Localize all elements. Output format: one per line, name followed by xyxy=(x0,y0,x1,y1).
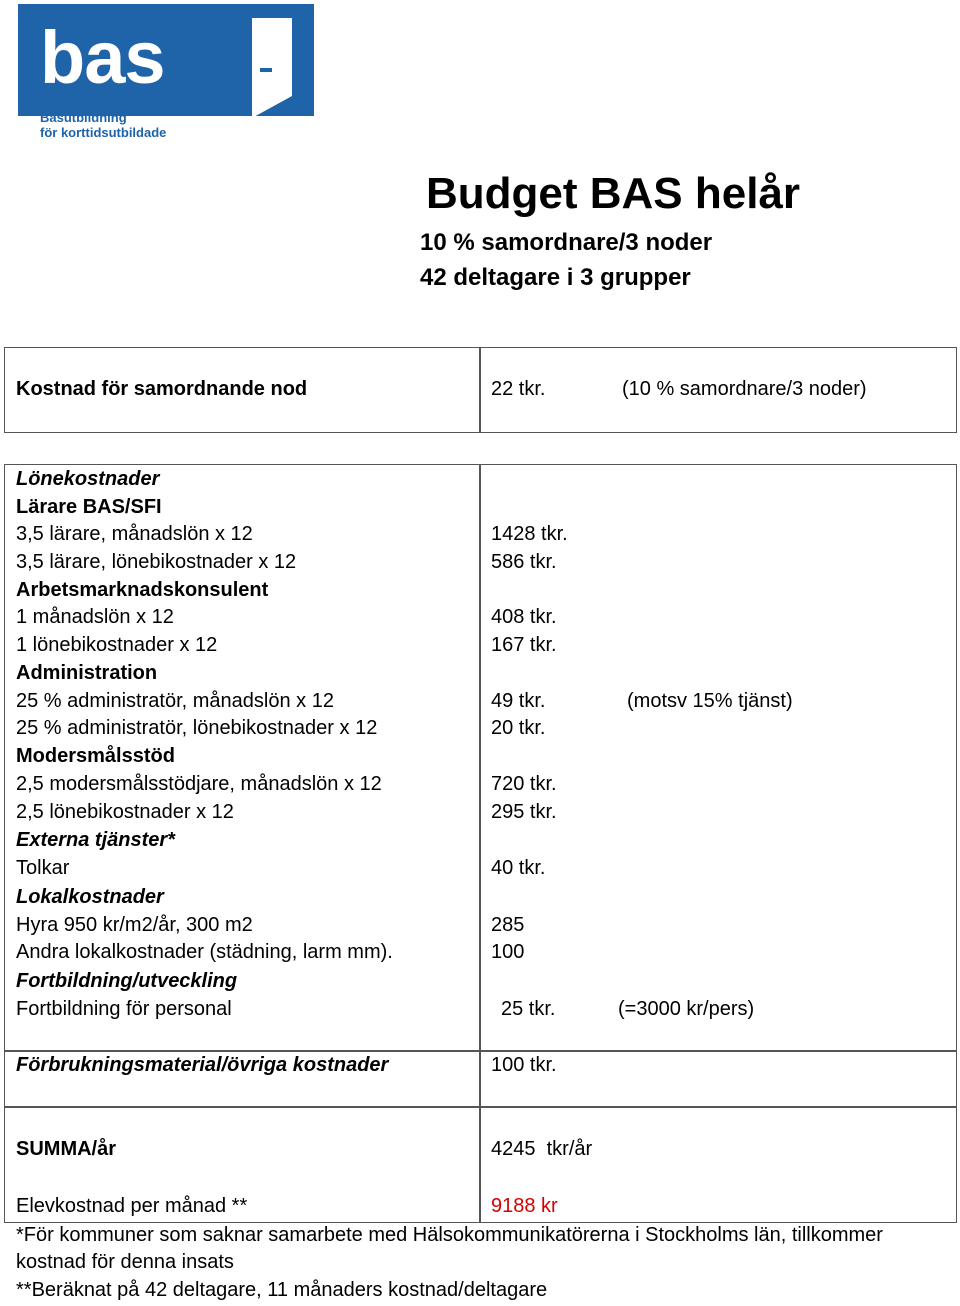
mother-tongue-salary-label: 2,5 modersmålsstödjare, månadslön x 12 xyxy=(16,773,382,795)
other-premises-value: 100 xyxy=(491,941,525,963)
consumables-value: 100 tkr. xyxy=(491,1054,557,1076)
external-heading: Externa tjänster* xyxy=(16,829,175,851)
sum-label: SUMMA/år xyxy=(16,1138,117,1160)
teachers-salary-label: 3,5 lärare, månadslön x 12 xyxy=(16,523,253,545)
consultant-salary-label: 1 månadslön x 12 xyxy=(16,606,174,628)
mother-tongue-benefits-value: 295 tkr. xyxy=(491,801,557,823)
door-icon xyxy=(252,18,306,118)
premises-heading: Lokalkostnader xyxy=(16,886,164,908)
teachers-heading: Lärare BAS/SFI xyxy=(16,496,162,518)
admin-benefits-value: 20 tkr. xyxy=(491,717,546,739)
logo-subtitle-line2: för korttidsutbildade xyxy=(40,125,167,140)
page-subtitle-1: 10 % samordnare/3 noder xyxy=(420,229,713,256)
logo-subtitle-line1: Basutbildning xyxy=(40,110,127,125)
footnote-1-line-2: kostnad för denna insats xyxy=(16,1251,234,1273)
consumables-label: Förbrukningsmaterial/övriga kostnader xyxy=(16,1054,389,1076)
footnote-2: **Beräknat på 42 deltagare, 11 månaders kostnad/deltagare xyxy=(16,1279,548,1301)
budget-table-divider xyxy=(479,464,481,1223)
coordination-note: (10 % samordnare/3 noder) xyxy=(622,378,867,400)
staff-training-label: Fortbildning för personal xyxy=(16,998,232,1020)
consultant-salary-value: 408 tkr. xyxy=(491,606,557,628)
admin-heading: Administration xyxy=(16,662,158,684)
logo-subtitle xyxy=(40,110,166,140)
teachers-salary-value: 1428 tkr. xyxy=(491,523,568,545)
mother-tongue-benefits-label: 2,5 lönebikostnader x 12 xyxy=(16,801,234,823)
admin-benefits-label: 25 % administratör, lönebikostnader x 12 xyxy=(16,717,378,739)
rent-label: Hyra 950 kr/m2/år, 300 m2 xyxy=(16,914,253,936)
interpreters-value: 40 tkr. xyxy=(491,857,546,879)
per-student-label: Elevkostnad per månad ** xyxy=(16,1195,248,1217)
page-subtitle-2: 42 deltagare i 3 grupper xyxy=(420,264,691,291)
consultant-benefits-value: 167 tkr. xyxy=(491,634,557,656)
admin-salary-value: 49 tkr. xyxy=(491,690,546,712)
logo-word: bas xyxy=(40,16,165,99)
staff-training-note: (=3000 kr/pers) xyxy=(618,998,755,1020)
coordination-value: 22 tkr. xyxy=(491,378,546,400)
salary-heading: Lönekostnader xyxy=(16,468,160,490)
page-title: Budget BAS helår xyxy=(426,169,801,218)
consultant-heading: Arbetsmarknadskonsulent xyxy=(16,579,269,601)
teachers-benefits-value: 586 tkr. xyxy=(491,551,557,573)
row-divider-totals xyxy=(4,1106,957,1108)
teachers-benefits-label: 3,5 lärare, lönebikostnader x 12 xyxy=(16,551,297,573)
bas-logo xyxy=(18,4,314,116)
staff-training-value: 25 tkr. xyxy=(501,998,556,1020)
coordination-divider xyxy=(479,347,481,433)
mother-tongue-heading: Modersmålsstöd xyxy=(16,745,175,767)
per-student-value: 9188 kr xyxy=(491,1195,558,1217)
admin-salary-note: (motsv 15% tjänst) xyxy=(627,690,793,712)
sum-value: 4245 tkr/år xyxy=(491,1138,593,1160)
training-heading: Fortbildning/utveckling xyxy=(16,970,238,992)
interpreters-label: Tolkar xyxy=(16,857,70,879)
other-premises-label: Andra lokalkostnader (städning, larm mm). xyxy=(16,941,393,963)
footnote-1-line-1: *För kommuner som saknar samarbete med Hälsokommunikatörerna i Stockholms län, tillkommer xyxy=(16,1224,883,1246)
mother-tongue-salary-value: 720 tkr. xyxy=(491,773,557,795)
rent-value: 285 xyxy=(491,914,525,936)
consultant-benefits-label: 1 lönebikostnader x 12 xyxy=(16,634,218,656)
coordination-label: Kostnad för samordnande nod xyxy=(16,378,308,400)
admin-salary-label: 25 % administratör, månadslön x 12 xyxy=(16,690,334,712)
